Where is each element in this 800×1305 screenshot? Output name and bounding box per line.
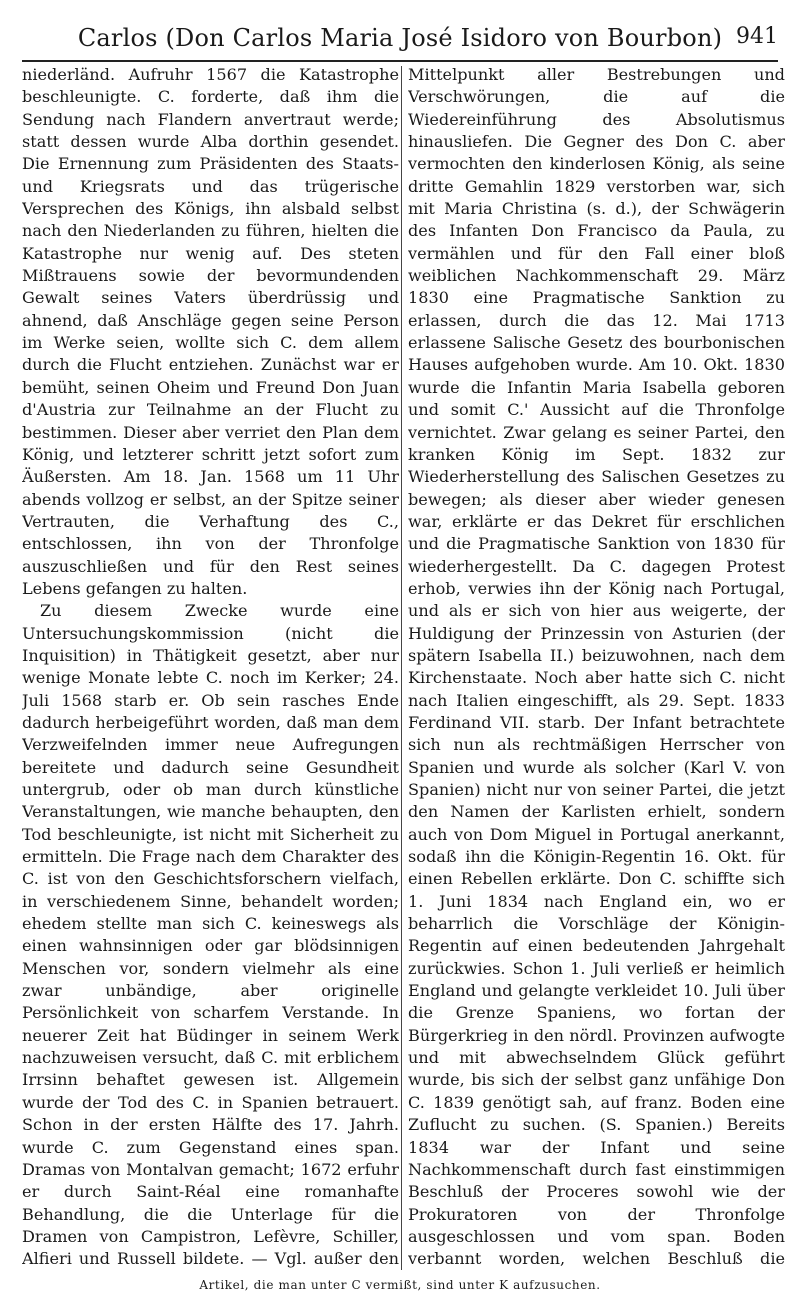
running-head: Carlos (Don Carlos Maria José Isidoro von Bourbon) [77, 24, 723, 52]
page-number: 941 [736, 24, 778, 49]
left-column [22, 64, 399, 1272]
right-paragraph-1: Mittelpunkt aller Bestrebungen und Verschwörungen, die auf die Wiedereinführung des Absolutismus hinausliefen. Die Gegner des Don C. aber vermochten den kinderlosen König, als seine dritte Gemahlin 1829 verstorben war, sich mit Maria Christina (s. d.), der Schwägerin des Infanten Don Francisco da Paula, zu vermählen und für den Fall einer bloß weiblichen Nachkommenschaft 29. März 1830 eine Pragmatische Sanktion zu erlassen, durch die das 12. Mai 1713 erlassene Salische Gesetz des bourbonischen Hauses aufgehoben wurde. Am 10. Okt. 1830 wurde die Infantin Maria Isabella geboren und somit C.' Aussicht auf die Thronfolge vernichtet. Zwar gelang es seiner Partei, den kranken König im Sept. 1832 zur Wiederherstellung des Salischen Gesetzes zu bewegen; als dieser aber wieder genesen war, erklärte er das Dekret für erschlichen und die Pragmatische Sanktion von 1830 für wiederhergestellt. Da C. dagegen Protest erhob, verwies ihn der König nach Portugal, und als er sich von hier aus weigerte, der Huldigung der Prinzessin von Asturien (der spätern Isabella II.) beizuwohnen, nach dem Kirchenstaate. Noch aber hatte sich C. nicht nach Italien eingeschifft, als 29. Sept. 1833 Ferdinand VII. starb. Der Infant betrachtete sich nun als rechtmäßigen Herrscher von Spanien und wurde als solcher (Karl V. von Spanien) nicht nur von seiner Partei, die jetzt den Namen der Karlisten erhielt, sondern auch von Dom Miguel in Portugal anerkannt, sodaß ihn die Königin-Regentin 16. Okt. für einen Rebellen erklärte. Don C. schiffte sich 1. Juni 1834 nach England ein, wo er beharrlich die Vorschläge der Königin-Regentin auf einen bedeutenden Jahrgehalt zurückwies. Schon 1. Juli verließ er heimlich England und gelangte verkleidet 10. Juli über die Grenze Spaniens, wo fortan der Bürgerkrieg in den nördl. Provinzen aufwogte und mit abwechselndem Glück geführt wurde, bis sich der selbst ganz unfähige Don C. 1839 genötigt sah, auf franz. Boden eine Zuflucht zu suchen. (S. Spanien.) Bereits 1834 war der Infant und seine Nachkommenschaft durch fast einstimmigen Beschluß der Proceres sowohl wie der Prokuratoren von der Thronfolge ausgeschlossen und vom span. Boden verbannt worden, welchen Beschluß die [408, 65, 785, 1269]
right-column [408, 64, 785, 1272]
page-footer-note: Artikel, die man unter C vermißt, sind unter K aufzusuchen. [199, 1278, 601, 1292]
left-paragraph-2: Zu diesem Zwecke wurde eine Untersuchungskommission (nicht die Inquisition) in Thätigkeit gesetzt, aber nur wenige Monate lebte C. noch im Kerker; 24. Juli 1568 starb er. Ob sein rasches Ende dadurch herbeigeführt worden, daß man dem Verzweifelnden immer neue Aufregungen bereitete und dadurch seine Gesundheit untergrub, oder ob man durch künstliche Veranstaltungen, wie manche behaupten, den Tod beschleunigte, ist nicht mit Sicherheit zu ermitteln. Die Frage nach dem Charakter des C. ist von den Geschichtsforschern vielfach, in verschiedenem Sinne, behandelt worden; ehedem stellte man sich C. keineswegs als einen wahnsinnigen oder gar blödsinnigen Menschen vor, sondern vielmehr als eine zwar unbändige, aber originelle Persönlichkeit von scharfem Verstande. In neuerer Zeit hat Büdinger in seinem Werk nachzuweisen versucht, daß C. mit erblichem Irrsinn behaftet gewesen ist. Allgemein wurde der Tod des C. in Spanien betrauert. Schon in der ersten Hälfte des 17. Jahrh. wurde C. zum Gegenstand eines span. Dramas von Montalvan gemacht; 1672 erfuhr er durch Saint-Réal eine romanhafte Behandlung, die die Unterlage für die Dramen von Campistron, Lefèvre, Schiller, Alfieri und Russell bildete. — Vgl. außer den [22, 601, 399, 1269]
page-header [0, 18, 800, 58]
left-paragraph-1: niederländ. Aufruhr 1567 die Katastrophe beschleunigte. C. forderte, daß ihm die Sendung nach Flandern anvertraut werde; statt dessen wurde Alba dorthin gesendet. Die Ernennung zum Präsidenten des Staats- und Kriegsrats und das trügerische Versprechen des Königs, ihn alsbald selbst nach den Niederlanden zu führen, hielten die Katastrophe nur wenig auf. Des steten Mißtrauens sowie der bevormundenden Gewalt seines Vaters überdrüssig und ahnend, daß Anschläge gegen seine Person im Werke seien, wollte sich C. dem allem durch die Flucht entziehen. Zunächst war er bemüht, seinen Oheim und Freund Don Juan d'Austria zur Teilnahme an der Flucht zu bestimmen. Dieser aber verriet den Plan dem König, und letzterer schritt jetzt sofort zum Äußersten. Am 18. Jan. 1568 um 11 Uhr abends vollzog er selbst, an der Spitze seiner Vertrauten, die Verhaftung des C., entschlossen, ihn von der Thronfolge auszuschließen und für den Rest seines Lebens gefangen zu halten. [22, 65, 399, 598]
column-divider [401, 66, 402, 1270]
header-rule [22, 60, 778, 62]
